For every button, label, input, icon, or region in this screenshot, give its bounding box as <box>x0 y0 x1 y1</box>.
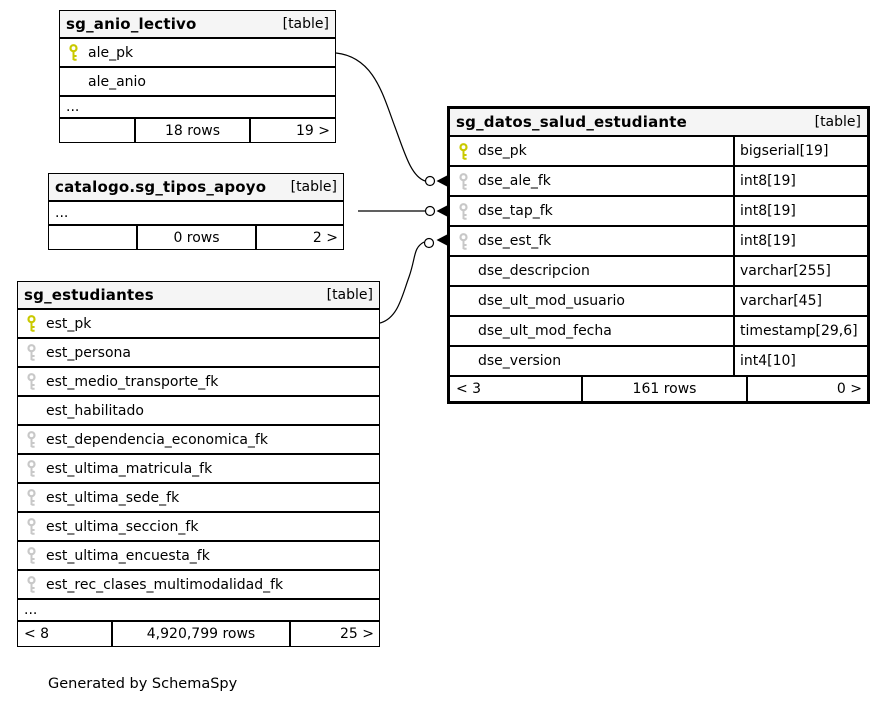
foreign-key-icon <box>26 518 37 535</box>
relationship-curve <box>380 242 424 323</box>
column-type-label: int8[19] <box>733 227 867 255</box>
table-badge: [table] <box>290 179 337 195</box>
table-title: sg_anio_lectivo <box>66 15 197 33</box>
foreign-key-icon <box>26 460 37 477</box>
table-title: catalogo.sg_tipos_apoyo <box>55 178 267 196</box>
foreign-key-icon <box>26 431 37 448</box>
arrowhead-icon <box>437 235 448 246</box>
column-row-dse-version <box>450 347 867 377</box>
footer-parents <box>60 119 134 142</box>
column-name-label: dse_ult_mod_fecha <box>478 323 612 339</box>
column-name-label: est_ultima_matricula_fk <box>46 460 213 477</box>
ellipsis-row <box>60 97 335 119</box>
table-header[interactable] <box>60 11 335 39</box>
column-row-est-dependencia-economica-fk <box>18 426 379 455</box>
table-sg-anio-lectivo[interactable] <box>59 10 336 143</box>
relationship-apoyo-to-dse <box>358 206 447 217</box>
column-name-label: dse_pk <box>478 143 527 159</box>
table-catalogo-sg-tipos-apoyo[interactable] <box>48 173 344 250</box>
primary-key-icon <box>26 315 37 332</box>
table-footer <box>60 119 335 142</box>
footer-parents: < 8 <box>24 626 50 642</box>
footer-children: 25 > <box>289 622 379 646</box>
relationship-estudiantes-to-dse <box>380 235 447 324</box>
foreign-key-icon <box>458 233 469 250</box>
relationship-anio-to-dse <box>336 53 447 187</box>
column-name-label: est_persona <box>46 344 131 361</box>
column-row-dse-pk <box>450 137 867 167</box>
foreign-key-icon <box>26 489 37 506</box>
odot-marker-icon <box>425 239 434 248</box>
table-sg-datos-salud-estudiante[interactable] <box>447 106 870 404</box>
footer-children: 19 > <box>249 119 335 142</box>
primary-key-icon <box>458 143 469 160</box>
table-footer <box>49 226 343 249</box>
table-title: sg_datos_salud_estudiante <box>456 113 688 131</box>
ellipsis-label: ... <box>66 99 80 115</box>
ellipsis-label: ... <box>24 602 38 618</box>
column-row-ale-pk <box>60 39 335 68</box>
column-row-est-ultima-matricula-fk <box>18 455 379 484</box>
table-header[interactable] <box>18 282 379 310</box>
column-name-label: dse_version <box>478 353 562 369</box>
column-type-label: int8[19] <box>733 167 867 195</box>
foreign-key-icon <box>26 547 37 564</box>
column-name-label: est_ultima_encuesta_fk <box>46 547 210 564</box>
column-name-label: est_ultima_seccion_fk <box>46 518 199 535</box>
column-row-est-habilitado <box>18 397 379 426</box>
footer-children: 0 > <box>746 377 867 401</box>
odot-marker-icon <box>426 177 435 186</box>
table-title: sg_estudiantes <box>24 286 154 304</box>
column-name-label: est_habilitado <box>46 402 144 419</box>
column-row-dse-tap-fk <box>450 197 867 227</box>
footer-row-count: 18 rows <box>134 119 249 142</box>
footer-row-count: 161 rows <box>581 377 746 401</box>
foreign-key-icon <box>458 203 469 220</box>
odot-marker-icon <box>426 207 435 216</box>
ellipsis-label: ... <box>55 205 69 221</box>
column-name-label: est_pk <box>46 315 92 332</box>
footer-children: 2 > <box>255 226 343 249</box>
column-type-label: varchar[45] <box>733 287 867 315</box>
table-header[interactable] <box>450 109 867 137</box>
column-name-label: dse_descripcion <box>478 263 590 279</box>
column-type-label: bigserial[19] <box>733 137 867 165</box>
column-row-est-ultima-sede-fk <box>18 484 379 513</box>
arrowhead-icon <box>437 206 448 217</box>
column-type-label: varchar[255] <box>733 257 867 285</box>
column-name-label: est_medio_transporte_fk <box>46 373 219 390</box>
column-row-est-persona <box>18 339 379 368</box>
column-row-dse-ult-mod-fecha <box>450 317 867 347</box>
column-name-label: ale_pk <box>88 44 134 61</box>
footer-parents <box>49 226 136 249</box>
column-name-label: dse_ult_mod_usuario <box>478 293 625 309</box>
foreign-key-icon <box>26 373 37 390</box>
column-row-est-rec-clases-multimodalidad-fk <box>18 571 379 600</box>
table-badge: [table] <box>282 16 329 32</box>
ellipsis-row <box>49 202 343 226</box>
footer-row-count: 4,920,799 rows <box>111 622 289 646</box>
foreign-key-icon <box>26 576 37 593</box>
table-header[interactable] <box>49 174 343 202</box>
foreign-key-icon <box>458 173 469 190</box>
column-row-dse-ult-mod-usuario <box>450 287 867 317</box>
column-type-label: int8[19] <box>733 197 867 225</box>
column-row-dse-descripcion <box>450 257 867 287</box>
column-row-est-pk <box>18 310 379 339</box>
table-badge: [table] <box>814 114 861 130</box>
column-name-label: dse_tap_fk <box>478 203 553 219</box>
column-row-est-ultima-encuesta-fk <box>18 542 379 571</box>
footer-row-count: 0 rows <box>136 226 255 249</box>
primary-key-icon <box>68 44 79 61</box>
footer-parents: < 3 <box>456 381 482 397</box>
table-footer <box>18 622 379 646</box>
table-footer <box>450 377 867 401</box>
column-name-label: est_ultima_sede_fk <box>46 489 180 506</box>
column-row-ale-anio <box>60 68 335 97</box>
column-row-dse-est-fk <box>450 227 867 257</box>
column-type-label: timestamp[29,6] <box>733 317 867 345</box>
column-name-label: est_dependencia_economica_fk <box>46 431 268 448</box>
relationship-curve <box>336 53 425 181</box>
foreign-key-icon <box>26 344 37 361</box>
column-row-est-medio-transporte-fk <box>18 368 379 397</box>
column-row-dse-ale-fk <box>450 167 867 197</box>
arrowhead-icon <box>437 176 448 187</box>
generated-by-credit: Generated by SchemaSpy <box>48 676 238 692</box>
ellipsis-row <box>18 600 379 622</box>
table-badge: [table] <box>326 287 373 303</box>
column-name-label: ale_anio <box>88 73 146 90</box>
column-row-est-ultima-seccion-fk <box>18 513 379 542</box>
table-sg-estudiantes[interactable] <box>17 281 380 647</box>
column-name-label: dse_ale_fk <box>478 173 551 189</box>
column-type-label: int4[10] <box>733 347 867 375</box>
column-name-label: dse_est_fk <box>478 233 552 249</box>
column-name-label: est_rec_clases_multimodalidad_fk <box>46 576 284 593</box>
